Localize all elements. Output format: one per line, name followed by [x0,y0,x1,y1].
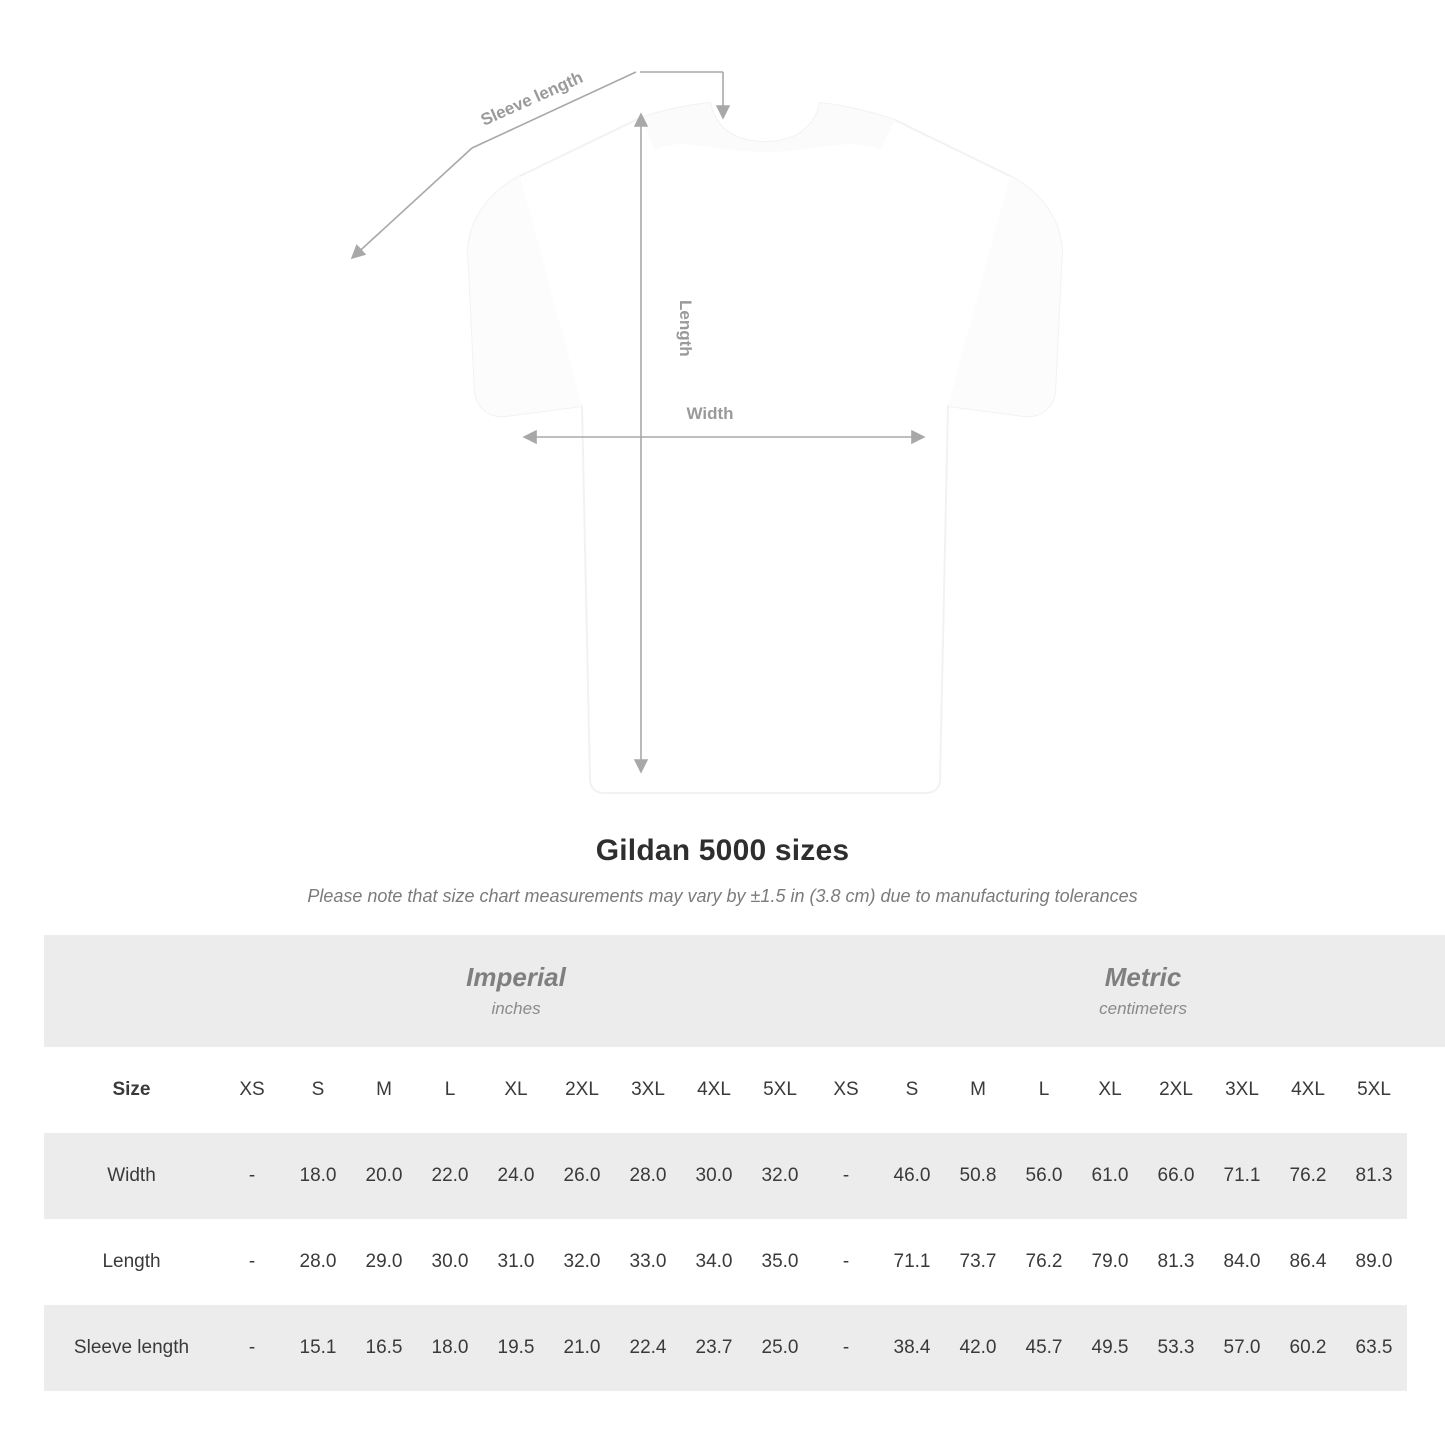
size-header-metric-m: M [945,1047,1011,1133]
cell-length-metric-3xl: 84.0 [1209,1219,1275,1305]
cell-length-imperial-4xl: 34.0 [681,1219,747,1305]
cell-length-imperial-2xl: 32.0 [549,1219,615,1305]
size-header-imperial-5xl: 5XL [747,1047,813,1133]
table-row [44,1133,1445,1219]
size-header-metric-4xl: 4XL [1275,1047,1341,1133]
cell-sleeve-metric-3xl: 57.0 [1209,1305,1275,1391]
unit-sub-metric: centimeters [1099,999,1187,1019]
cell-width-imperial-3xl: 28.0 [615,1133,681,1219]
cell-length-imperial-5xl: 35.0 [747,1219,813,1305]
size-header-imperial-s: S [285,1047,351,1133]
size-header-imperial-4xl: 4XL [681,1047,747,1133]
cell-sleeve-imperial-5xl: 25.0 [747,1305,813,1391]
size-header-imperial-3xl: 3XL [615,1047,681,1133]
cell-sleeve-imperial-l: 18.0 [417,1305,483,1391]
cell-width-metric-2xl: 66.0 [1143,1133,1209,1219]
cell-length-imperial-m: 29.0 [351,1219,417,1305]
width-label: Width [686,404,734,423]
cell-width-imperial-xl: 24.0 [483,1133,549,1219]
unit-header-row [44,935,1445,1047]
title-block [0,834,1445,907]
cell-length-imperial-xs: - [219,1219,285,1305]
cell-sleeve-metric-xs: - [813,1305,879,1391]
cell-width-metric-s: 46.0 [879,1133,945,1219]
cell-length-imperial-xl: 31.0 [483,1219,549,1305]
cell-sleeve-metric-m: 42.0 [945,1305,1011,1391]
table-row [44,1219,1445,1305]
cell-width-imperial-l: 22.0 [417,1133,483,1219]
size-table [44,935,1445,1391]
cell-sleeve-imperial-xs: - [219,1305,285,1391]
tshirt-shape [468,103,1062,793]
cell-sleeve-metric-l: 45.7 [1011,1305,1077,1391]
cell-width-metric-4xl: 76.2 [1275,1133,1341,1219]
sleeve-length-label: Sleeve length [477,67,586,130]
size-header-label: Size [44,1047,219,1133]
cell-sleeve-metric-s: 38.4 [879,1305,945,1391]
page-title: Gildan 5000 sizes [595,834,850,867]
table-row [44,1305,1445,1391]
unit-header-spacer [44,935,219,1047]
size-header-metric-2xl: 2XL [1143,1047,1209,1133]
cell-length-metric-xs: - [813,1219,879,1305]
cell-sleeve-imperial-3xl: 22.4 [615,1305,681,1391]
cell-sleeve-metric-4xl: 60.2 [1275,1305,1341,1391]
row-label-width: Width [44,1133,219,1219]
unit-name-imperial: Imperial [466,961,566,992]
cell-sleeve-imperial-2xl: 21.0 [549,1305,615,1391]
tolerance-note: Please note that size chart measurements may vary by ±1.5 in (3.8 cm) due to manufacturing tolerances [307,886,1138,906]
cell-width-imperial-s: 18.0 [285,1133,351,1219]
cell-width-imperial-xs: - [219,1133,285,1219]
size-header-imperial-l: L [417,1047,483,1133]
cell-sleeve-imperial-s: 15.1 [285,1305,351,1391]
cell-sleeve-imperial-xl: 19.5 [483,1305,549,1391]
row-label-sleeve-length: Sleeve length [44,1305,219,1391]
size-header-metric-3xl: 3XL [1209,1047,1275,1133]
size-header-metric-xl: XL [1077,1047,1143,1133]
cell-length-metric-s: 71.1 [879,1219,945,1305]
cell-length-metric-4xl: 86.4 [1275,1219,1341,1305]
cell-length-imperial-s: 28.0 [285,1219,351,1305]
size-header-metric-5xl: 5XL [1341,1047,1407,1133]
size-header-imperial-m: M [351,1047,417,1133]
size-header-imperial-xl: XL [483,1047,549,1133]
size-header-imperial-2xl: 2XL [549,1047,615,1133]
cell-length-imperial-l: 30.0 [417,1219,483,1305]
unit-header-metric [813,935,1445,1047]
size-header-metric-xs: XS [813,1047,879,1133]
cell-sleeve-metric-xl: 49.5 [1077,1305,1143,1391]
cell-length-imperial-3xl: 33.0 [615,1219,681,1305]
cell-length-metric-m: 73.7 [945,1219,1011,1305]
cell-length-metric-l: 76.2 [1011,1219,1077,1305]
cell-sleeve-imperial-m: 16.5 [351,1305,417,1391]
size-header-metric-s: S [879,1047,945,1133]
cell-width-imperial-2xl: 26.0 [549,1133,615,1219]
cell-sleeve-metric-2xl: 53.3 [1143,1305,1209,1391]
size-header-metric-l: L [1011,1047,1077,1133]
cell-width-metric-3xl: 71.1 [1209,1133,1275,1219]
cell-length-metric-5xl: 89.0 [1341,1219,1407,1305]
cell-length-metric-2xl: 81.3 [1143,1219,1209,1305]
cell-length-metric-xl: 79.0 [1077,1219,1143,1305]
unit-sub-imperial: inches [491,999,541,1019]
cell-sleeve-metric-5xl: 63.5 [1341,1305,1407,1391]
unit-header-imperial [219,935,813,1047]
cell-width-metric-m: 50.8 [945,1133,1011,1219]
cell-width-imperial-4xl: 30.0 [681,1133,747,1219]
size-header-row [44,1047,1445,1133]
cell-width-imperial-5xl: 32.0 [747,1133,813,1219]
size-table-wrap [44,935,1401,1391]
row-label-length: Length [44,1219,219,1305]
cell-width-metric-5xl: 81.3 [1341,1133,1407,1219]
cell-sleeve-imperial-4xl: 23.7 [681,1305,747,1391]
length-label: Length [676,300,695,357]
cell-width-metric-l: 56.0 [1011,1133,1077,1219]
cell-width-metric-xl: 61.0 [1077,1133,1143,1219]
cell-width-imperial-m: 20.0 [351,1133,417,1219]
unit-name-metric: Metric [1104,961,1182,992]
size-header-imperial-xs: XS [219,1047,285,1133]
cell-width-metric-xs: - [813,1133,879,1219]
